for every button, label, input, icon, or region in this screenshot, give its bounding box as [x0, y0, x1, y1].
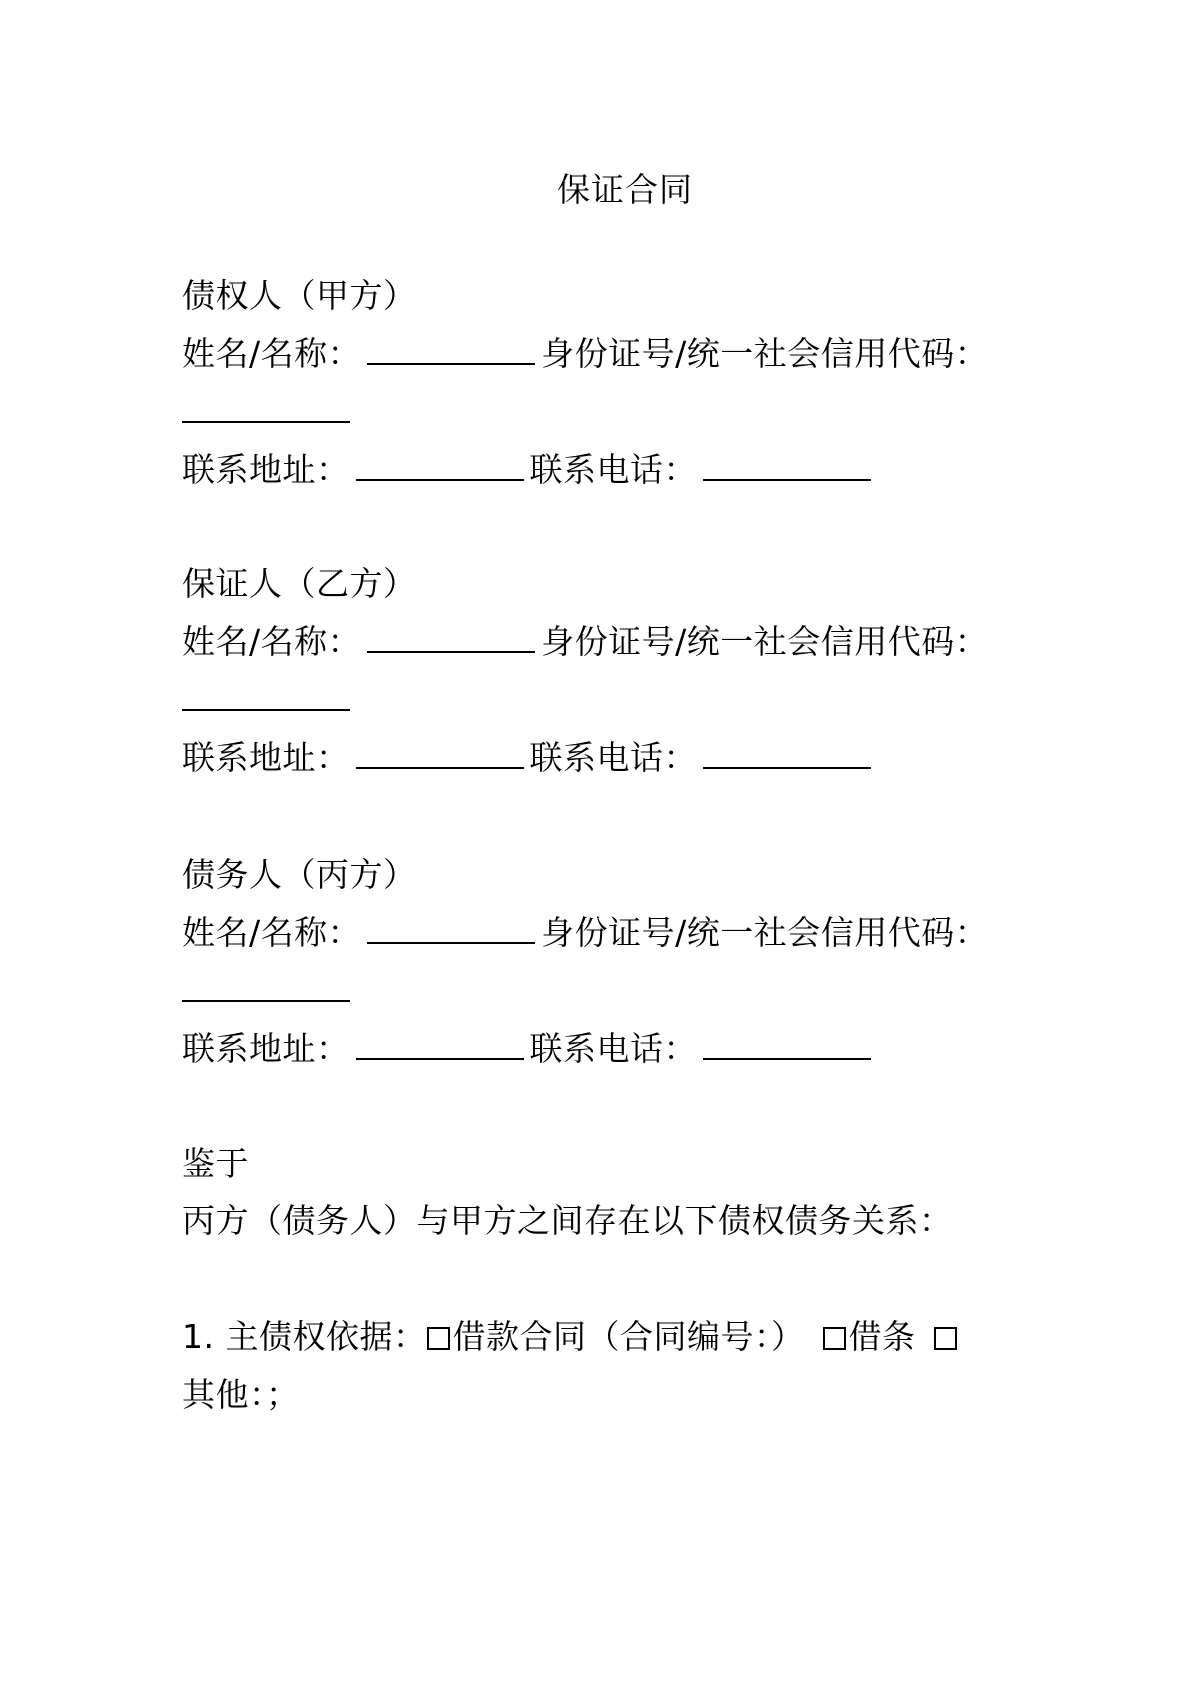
- phone-label: 联系电话：: [529, 1029, 697, 1068]
- guarantor-address-field[interactable]: [356, 735, 524, 769]
- id-label: 身份证号/统一社会信用代码：: [541, 334, 989, 373]
- other-checkbox[interactable]: [934, 1327, 957, 1350]
- debtor-heading: 债务人（丙方）: [182, 855, 417, 894]
- guarantor-heading: 保证人（乙方）: [182, 564, 417, 603]
- clause-number: 1.: [182, 1317, 215, 1356]
- loan-contract-option: 借款合同（合同编号：）: [452, 1317, 805, 1356]
- creditor-address-field[interactable]: [356, 447, 524, 481]
- address-label: 联系地址：: [182, 738, 350, 777]
- debtor-name-row: [182, 910, 988, 955]
- whereas-text: 丙方（债务人）与甲方之间存在以下债权债务关系：: [182, 1201, 953, 1240]
- debtor-name-field[interactable]: [367, 910, 535, 944]
- creditor-contact-row: [182, 447, 877, 492]
- name-label: 姓名/名称：: [182, 334, 362, 373]
- name-label: 姓名/名称：: [182, 622, 362, 661]
- name-label: 姓名/名称：: [182, 913, 362, 952]
- page-title: 保证合同: [557, 170, 693, 209]
- debtor-phone-field[interactable]: [703, 1026, 871, 1060]
- guarantor-id-field[interactable]: [182, 677, 350, 711]
- whereas-label: 鉴于: [182, 1144, 249, 1183]
- id-label: 身份证号/统一社会信用代码：: [541, 622, 989, 661]
- phone-label: 联系电话：: [529, 450, 697, 489]
- clause-1-row: [182, 1315, 960, 1359]
- creditor-heading: 债权人（甲方）: [182, 276, 417, 315]
- guarantor-name-row: [182, 619, 988, 664]
- loan-contract-checkbox[interactable]: [427, 1327, 450, 1350]
- guarantor-phone-field[interactable]: [703, 735, 871, 769]
- guarantor-contact-row: [182, 735, 877, 780]
- id-label: 身份证号/统一社会信用代码：: [541, 913, 989, 952]
- guarantor-name-field[interactable]: [367, 619, 535, 653]
- debtor-contact-row: [182, 1026, 877, 1071]
- phone-label: 联系电话：: [529, 738, 697, 777]
- clause-label: 主债权依据：: [225, 1317, 427, 1356]
- address-label: 联系地址：: [182, 1029, 350, 1068]
- debtor-id-field[interactable]: [182, 968, 350, 1002]
- iou-option: 借条: [848, 1317, 916, 1356]
- creditor-phone-field[interactable]: [703, 447, 871, 481]
- debtor-address-field[interactable]: [356, 1026, 524, 1060]
- creditor-name-field[interactable]: [367, 331, 535, 365]
- guarantor-id-row: [182, 677, 356, 722]
- clause-1-other-row: 其他：；: [182, 1375, 300, 1414]
- creditor-id-row: [182, 389, 356, 434]
- iou-checkbox[interactable]: [823, 1327, 846, 1350]
- address-label: 联系地址：: [182, 450, 350, 489]
- creditor-name-row: [182, 331, 988, 376]
- debtor-id-row: [182, 968, 356, 1013]
- creditor-id-field[interactable]: [182, 389, 350, 423]
